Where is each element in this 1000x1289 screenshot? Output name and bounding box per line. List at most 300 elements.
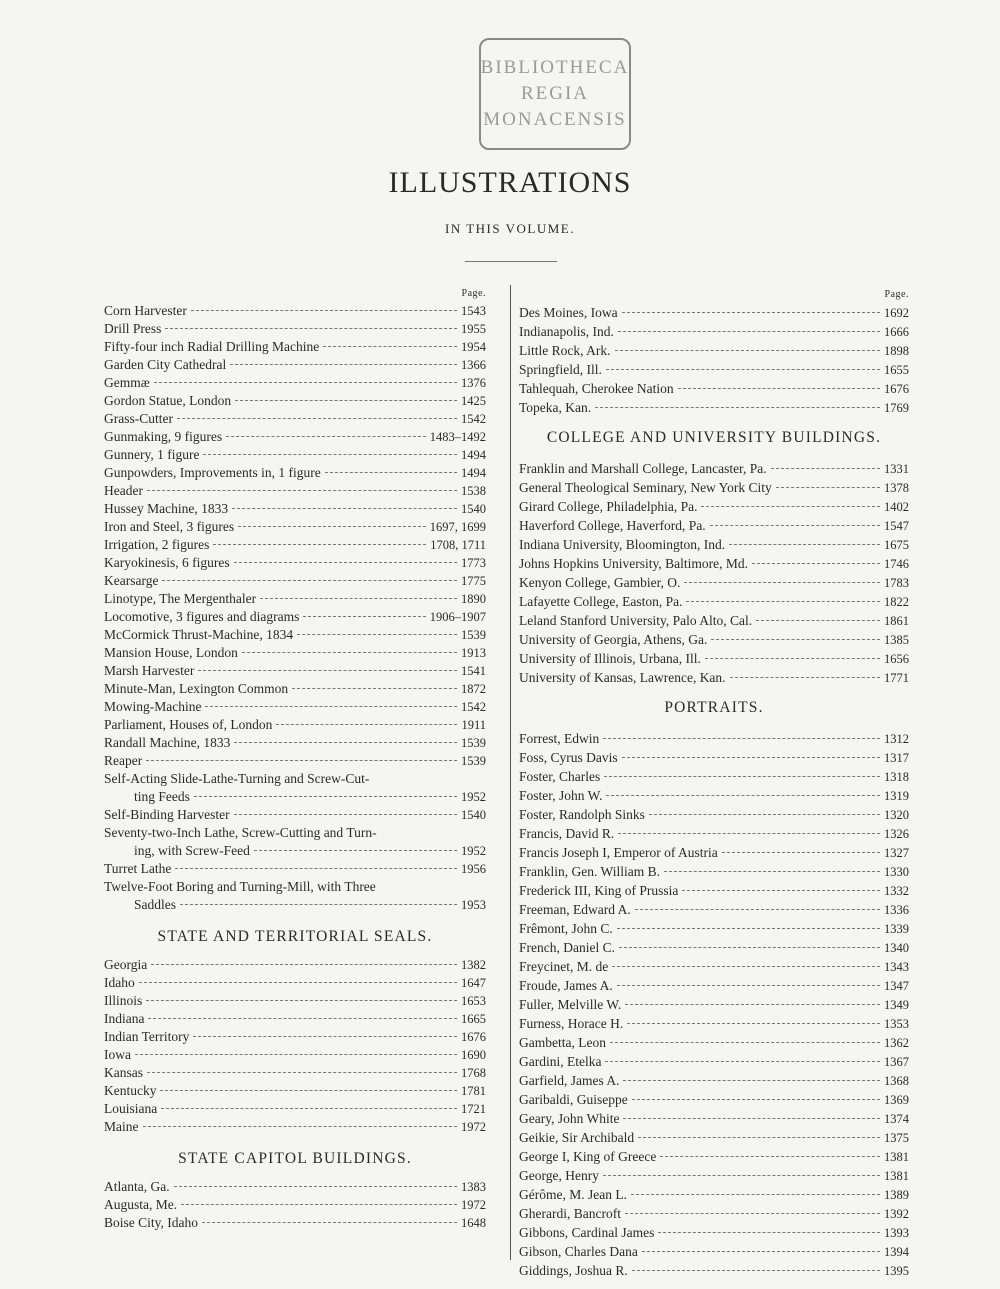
entry-page: 1393 [884, 1226, 909, 1240]
leader-dots [242, 652, 457, 653]
leader-dots [776, 487, 880, 488]
entry-page: 1721 [461, 1102, 486, 1116]
entry-label: Giddings, Joshua R. [519, 1263, 628, 1278]
column-divider [510, 285, 511, 1260]
entry-page: 1374 [884, 1112, 909, 1126]
index-entry [104, 500, 486, 518]
index-entry [104, 590, 486, 608]
entry-page: 1690 [461, 1048, 486, 1062]
leader-dots [722, 852, 880, 853]
index-entry [519, 995, 909, 1014]
entry-label: Garden City Cathedral [104, 357, 227, 372]
entry-page: 1392 [884, 1207, 909, 1221]
stamp-line: BIBLIOTHECA [480, 57, 630, 78]
entry-label: Kentucky [104, 1083, 157, 1098]
leader-dots [198, 670, 457, 671]
entry-label: Kansas [104, 1065, 143, 1080]
entry-page: 1336 [884, 903, 909, 917]
entry-page: 1389 [884, 1188, 909, 1202]
section-title-colleges: COLLEGE AND UNIVERSITY BUILDINGS. [546, 429, 882, 446]
leader-dots [202, 1222, 457, 1223]
entry-label: General Theological Seminary, New York City [519, 480, 772, 495]
entry-label-continued: Saddles [134, 897, 176, 912]
entry-page: 1330 [884, 865, 909, 879]
index-entry [104, 1010, 486, 1028]
leader-dots [618, 331, 880, 332]
entry-label: University of Illinois, Urbana, Ill. [519, 651, 701, 666]
entry-page: 1913 [461, 646, 486, 660]
index-entry [104, 734, 486, 752]
entry-page: 1353 [884, 1017, 909, 1031]
leader-dots [234, 742, 457, 743]
entry-page: 1349 [884, 998, 909, 1012]
entry-page: 1483–1492 [429, 430, 486, 444]
entry-label: Hussey Machine, 1833 [104, 501, 229, 516]
index-entry [104, 446, 486, 464]
entry-page: 1872 [461, 682, 486, 696]
entry-continuation [104, 842, 486, 860]
entry-label: Mansion House, London [104, 645, 238, 660]
index-entry [519, 1052, 909, 1071]
index-entry [519, 1242, 909, 1261]
entry-page: 1972 [461, 1120, 486, 1134]
capitols-list-continued [519, 303, 909, 417]
entry-page: 1382 [461, 958, 486, 972]
index-entry [104, 1100, 486, 1118]
leader-dots [604, 776, 880, 777]
leader-dots [605, 1061, 880, 1062]
entry-label: Frêmont, John C. [519, 921, 613, 936]
index-entry [519, 805, 909, 824]
illustrations-list [104, 302, 486, 914]
entry-label: Franklin, Gen. William B. [519, 864, 660, 879]
entry-label: Johns Hopkins University, Baltimore, Md. [519, 556, 748, 571]
index-entry [519, 459, 909, 478]
entry-page: 1369 [884, 1093, 909, 1107]
entry-label: Seventy-two-Inch Lathe, Screw-Cutting and Turn- [104, 825, 377, 840]
entry-label: Fuller, Melville W. [519, 997, 622, 1012]
index-entry [519, 516, 909, 535]
leader-dots [623, 1080, 880, 1081]
entry-page: 1362 [884, 1036, 909, 1050]
index-entry [519, 611, 909, 630]
entry-page: 1385 [884, 633, 909, 647]
index-entry [104, 554, 486, 572]
entry-label: Linotype, The Mergenthaler [104, 591, 257, 606]
entry-page: 1320 [884, 808, 909, 822]
portraits-list [519, 729, 909, 1280]
entry-page: 1954 [461, 340, 486, 354]
leader-dots [143, 1126, 458, 1127]
entry-page: 1542 [461, 412, 486, 426]
entry-page: 1773 [461, 556, 486, 570]
leader-dots [151, 964, 457, 965]
entry-label: Reaper [104, 753, 143, 768]
leader-dots [619, 947, 880, 948]
entry-label: Gunnery, 1 figure [104, 447, 200, 462]
entry-label: Karyokinesis, 6 figures [104, 555, 230, 570]
stamp-line: REGIA [520, 83, 590, 104]
index-entry [104, 824, 486, 860]
entry-label: University of Kansas, Lawrence, Kan. [519, 670, 726, 685]
entry-label: Gherardi, Bancroft [519, 1206, 621, 1221]
index-entry [104, 662, 486, 680]
entry-label: Drill Press [104, 321, 162, 336]
entry-page: 1769 [884, 401, 909, 415]
entry-label: Geikie, Sir Archibald [519, 1130, 635, 1145]
index-entry [519, 535, 909, 554]
index-entry [519, 976, 909, 995]
entry-label-continued: ing, with Screw-Feed [134, 843, 250, 858]
index-entry [519, 881, 909, 900]
entry-label: Gérôme, M. Jean L. [519, 1187, 627, 1202]
entry-page: 1376 [461, 376, 486, 390]
entry-page: 1898 [884, 344, 909, 358]
leader-dots [617, 928, 880, 929]
entry-page: 1775 [461, 574, 486, 588]
entry-label: Geary, John White [519, 1111, 620, 1126]
leader-dots [701, 506, 880, 507]
left-column [104, 286, 486, 1232]
index-entry [519, 478, 909, 497]
leader-dots [232, 508, 457, 509]
entry-page: 1539 [461, 628, 486, 642]
entry-page: 1332 [884, 884, 909, 898]
leader-dots [147, 1072, 457, 1073]
entry-page: 1822 [884, 595, 909, 609]
entry-label: Illinois [104, 993, 143, 1008]
entry-label: Springfield, Ill. [519, 362, 602, 377]
entry-label: Foster, Randolph Sinks [519, 807, 645, 822]
entry-page: 1956 [461, 862, 486, 876]
index-entry [104, 1214, 486, 1232]
entry-label: Kenyon College, Gambier, O. [519, 575, 681, 590]
entry-page: 1972 [461, 1198, 486, 1212]
entry-continuation [104, 788, 486, 806]
leader-dots [205, 706, 457, 707]
index-entry [519, 1204, 909, 1223]
leader-dots [705, 658, 880, 659]
leader-dots [684, 582, 880, 583]
leader-dots [325, 472, 457, 473]
entry-page: 1381 [884, 1169, 909, 1183]
entry-page: 1317 [884, 751, 909, 765]
index-entry [104, 572, 486, 590]
entry-page: 1906–1907 [429, 610, 486, 624]
entry-label: Gibson, Charles Dana [519, 1244, 638, 1259]
capitols-list [104, 1178, 486, 1232]
index-entry [519, 900, 909, 919]
entry-label-continued: ting Feeds [134, 789, 190, 804]
leader-dots [678, 388, 880, 389]
index-entry [519, 1166, 909, 1185]
entry-page: 1326 [884, 827, 909, 841]
index-entry [104, 356, 486, 374]
leader-dots [603, 1175, 880, 1176]
index-entry [104, 518, 486, 536]
leader-dots [194, 796, 457, 797]
entry-label: Francis, David R. [519, 826, 615, 841]
entry-label: Locomotive, 3 figures and diagrams [104, 609, 300, 624]
entry-label: Augusta, Me. [104, 1197, 178, 1212]
entry-label: Corn Harvester [104, 303, 187, 318]
leader-dots [226, 436, 426, 437]
index-entry [104, 482, 486, 500]
entry-label: Self-Acting Slide-Lathe-Turning and Screw-Cut- [104, 771, 370, 786]
entry-label: Gibbons, Cardinal James [519, 1225, 655, 1240]
entry-page: 1543 [461, 304, 486, 318]
title-rule [465, 261, 557, 262]
entry-label: Freeman, Edward A. [519, 902, 631, 917]
index-entry [104, 860, 486, 878]
index-entry [104, 680, 486, 698]
entry-page: 1327 [884, 846, 909, 860]
leader-dots [618, 833, 880, 834]
entry-label: Kearsarge [104, 573, 159, 588]
entry-label: Des Moines, Iowa [519, 305, 618, 320]
stamp-line: MONACENSIS [483, 109, 627, 130]
leader-dots [177, 418, 457, 419]
entry-label: Froude, James A. [519, 978, 613, 993]
entry-label: Header [104, 483, 143, 498]
entry-page: 1542 [461, 700, 486, 714]
entry-label: Gordon Statue, London [104, 393, 232, 408]
index-entry [519, 843, 909, 862]
leader-dots [162, 580, 457, 581]
index-entry [519, 554, 909, 573]
index-entry [519, 360, 909, 379]
leader-dots [234, 814, 457, 815]
index-entry [519, 1071, 909, 1090]
index-entry [519, 1014, 909, 1033]
index-entry [104, 374, 486, 392]
entry-page: 1692 [884, 306, 909, 320]
entry-page: 1656 [884, 652, 909, 666]
entry-label: Foster, John W. [519, 788, 603, 803]
leader-dots [623, 1118, 880, 1119]
index-entry [104, 1196, 486, 1214]
index-entry [104, 644, 486, 662]
leader-dots [276, 724, 457, 725]
leader-dots [730, 677, 880, 678]
leader-dots [154, 382, 457, 383]
leader-dots [139, 982, 457, 983]
index-entry [104, 1028, 486, 1046]
index-entry [104, 536, 486, 554]
entry-page: 1402 [884, 500, 909, 514]
entry-label: Twelve-Foot Boring and Turning-Mill, with Three [104, 879, 376, 894]
leader-dots [165, 328, 457, 329]
index-entry [104, 1118, 486, 1136]
leader-dots [148, 1018, 457, 1019]
leader-dots [664, 871, 880, 872]
page-title: ILLUSTRATIONS [388, 166, 632, 199]
entry-page: 1383 [461, 1180, 486, 1194]
leader-dots [638, 1137, 880, 1138]
entry-page: 1697, 1699 [429, 520, 486, 534]
index-entry [519, 957, 909, 976]
entry-page: 1783 [884, 576, 909, 590]
leader-dots [625, 1004, 880, 1005]
leader-dots [238, 526, 426, 527]
leader-dots [181, 1204, 457, 1205]
index-entry [519, 630, 909, 649]
entry-page: 1953 [461, 898, 486, 912]
leader-dots [615, 350, 881, 351]
entry-page: 1890 [461, 592, 486, 606]
leader-dots [710, 525, 880, 526]
entry-page: 1425 [461, 394, 486, 408]
leader-dots [686, 601, 880, 602]
entry-page: 1340 [884, 941, 909, 955]
leader-dots [135, 1054, 457, 1055]
entry-label: Iron and Steel, 3 figures [104, 519, 235, 534]
entry-page: 1395 [884, 1264, 909, 1278]
index-entry [519, 919, 909, 938]
index-entry [519, 303, 909, 322]
leader-dots [631, 1194, 880, 1195]
index-entry [104, 752, 486, 770]
leader-dots [146, 1000, 457, 1001]
entry-page: 1648 [461, 1216, 486, 1230]
entry-page: 1375 [884, 1131, 909, 1145]
leader-dots [174, 1186, 457, 1187]
index-entry [104, 770, 486, 806]
entry-label: Indianapolis, Ind. [519, 324, 614, 339]
entry-label: Frederick III, King of Prussia [519, 883, 679, 898]
leader-dots [632, 1270, 880, 1271]
entry-label: Indiana [104, 1011, 145, 1026]
entry-label: George I, King of Greece [519, 1149, 657, 1164]
entry-label: Louisiana [104, 1101, 158, 1116]
colleges-list [519, 459, 909, 687]
index-entry [104, 302, 486, 320]
index-entry [104, 956, 486, 974]
leader-dots [191, 310, 457, 311]
index-entry [519, 938, 909, 957]
entry-label: Marsh Harvester [104, 663, 195, 678]
entry-label: Turret Lathe [104, 861, 172, 876]
index-entry [519, 592, 909, 611]
entry-page: 1771 [884, 671, 909, 685]
leader-dots [260, 598, 457, 599]
entry-page: 1394 [884, 1245, 909, 1259]
leader-dots [610, 1042, 880, 1043]
entry-page: 1676 [461, 1030, 486, 1044]
entry-page: 1312 [884, 732, 909, 746]
entry-label: Minute-Man, Lexington Common [104, 681, 289, 696]
entry-label: Lafayette College, Easton, Pa. [519, 594, 683, 609]
entry-label: Atlanta, Ga. [104, 1179, 170, 1194]
entry-page: 1911 [461, 718, 486, 732]
leader-dots [297, 634, 457, 635]
index-entry [104, 698, 486, 716]
entry-page: 1494 [461, 448, 486, 462]
index-entry [519, 573, 909, 592]
entry-page: 1381 [884, 1150, 909, 1164]
entry-page: 1318 [884, 770, 909, 784]
entry-page: 1541 [461, 664, 486, 678]
entry-page: 1331 [884, 462, 909, 476]
library-stamp [479, 38, 631, 150]
index-entry [519, 497, 909, 516]
leader-dots [622, 312, 880, 313]
leader-dots [771, 468, 880, 469]
entry-label: Fifty-four inch Radial Drilling Machine [104, 339, 320, 354]
index-entry [104, 626, 486, 644]
leader-dots [323, 346, 457, 347]
leader-dots [175, 868, 457, 869]
index-entry [104, 1178, 486, 1196]
leader-dots [635, 909, 880, 910]
index-entry [104, 992, 486, 1010]
entry-page: 1781 [461, 1084, 486, 1098]
index-entry [104, 974, 486, 992]
leader-dots [606, 369, 880, 370]
page-column-header: Page. [461, 288, 486, 299]
index-entry [519, 729, 909, 748]
entry-label: Franklin and Marshall College, Lancaster, Pa. [519, 461, 767, 476]
entry-label: Furness, Horace H. [519, 1016, 624, 1031]
leader-dots [617, 985, 880, 986]
entry-label: Indiana University, Bloomington, Ind. [519, 537, 726, 552]
section-title-capitols: STATE CAPITOL BUILDINGS. [178, 1150, 412, 1167]
leader-dots [595, 407, 880, 408]
index-entry [519, 1261, 909, 1280]
entry-page: 1368 [884, 1074, 909, 1088]
index-entry [519, 1147, 909, 1166]
index-entry [519, 379, 909, 398]
entry-page: 1540 [461, 808, 486, 822]
leader-dots [147, 490, 457, 491]
index-entry [519, 748, 909, 767]
index-entry [519, 824, 909, 843]
entry-page: 1494 [461, 466, 486, 480]
entry-page: 1861 [884, 614, 909, 628]
index-entry [519, 341, 909, 360]
entry-label: Garfield, James A. [519, 1073, 620, 1088]
leader-dots [230, 364, 457, 365]
entry-label: Girard College, Philadelphia, Pa. [519, 499, 698, 514]
entry-label: Maine [104, 1119, 139, 1134]
entry-page: 1647 [461, 976, 486, 990]
seals-list [104, 956, 486, 1136]
index-entry [104, 1082, 486, 1100]
entry-label: Boise City, Idaho [104, 1215, 198, 1230]
entry-page: 1339 [884, 922, 909, 936]
entry-page: 1666 [884, 325, 909, 339]
leader-dots [756, 620, 880, 621]
entry-page: 1367 [884, 1055, 909, 1069]
entry-page: 1653 [461, 994, 486, 1008]
leader-dots [627, 1023, 880, 1024]
index-entry [104, 608, 486, 626]
index-entry [104, 338, 486, 356]
entry-label: Parliament, Houses of, London [104, 717, 273, 732]
entry-label: French, Daniel C. [519, 940, 615, 955]
entry-label: Tahlequah, Cherokee Nation [519, 381, 674, 396]
entry-page: 1655 [884, 363, 909, 377]
section-title-seals: STATE AND TERRITORIAL SEALS. [157, 928, 433, 945]
entry-label: Irrigation, 2 figures [104, 537, 210, 552]
entry-label: Gambetta, Leon [519, 1035, 606, 1050]
entry-label: University of Georgia, Athens, Ga. [519, 632, 708, 647]
leader-dots [235, 400, 457, 401]
index-entry [104, 878, 486, 914]
entry-page: 1343 [884, 960, 909, 974]
entry-page: 1539 [461, 754, 486, 768]
leader-dots [254, 850, 457, 851]
